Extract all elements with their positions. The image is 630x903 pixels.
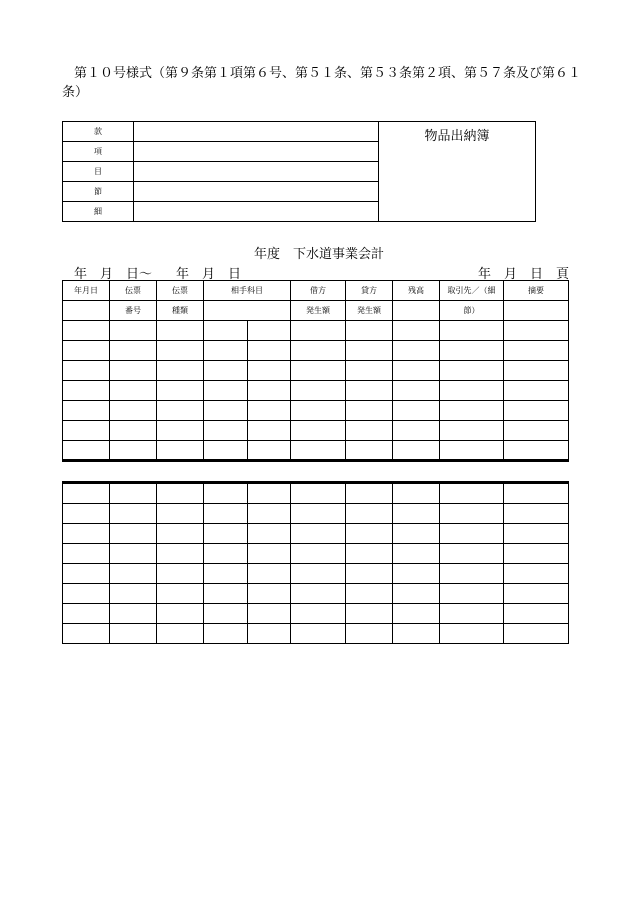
table-cell[interactable] [291,584,346,604]
table-cell[interactable] [504,524,569,544]
table-cell[interactable] [248,441,291,461]
col-debit-2: 発生額 [291,301,346,321]
table-cell[interactable] [440,421,504,441]
table-cell[interactable] [346,604,393,624]
table-cell[interactable] [393,584,440,604]
table-cell[interactable] [63,524,110,544]
page-date: 年 月 日 頁 [478,267,570,282]
table-cell[interactable] [346,421,393,441]
table-cell[interactable] [110,421,157,441]
table-cell[interactable] [346,483,393,504]
table-cell[interactable] [204,321,248,341]
table-cell[interactable] [204,441,248,461]
table-cell[interactable] [440,624,504,644]
table-cell[interactable] [504,564,569,584]
table-cell[interactable] [248,544,291,564]
table-cell[interactable] [346,564,393,584]
table-cell[interactable] [248,624,291,644]
table-cell[interactable] [248,584,291,604]
table-cell[interactable] [504,381,569,401]
table-cell[interactable] [393,564,440,584]
col-counter-account: 相手科目 [204,281,291,301]
table-cell[interactable] [504,604,569,624]
table-cell[interactable] [504,483,569,504]
fiscal-year-subtitle: 年度 下水道事業会計 [254,247,385,262]
table-cell[interactable] [440,361,504,381]
table-cell[interactable] [248,361,291,381]
col-slip-type-2: 種類 [157,301,204,321]
col-balance: 残高 [393,281,440,301]
table-cell[interactable] [248,604,291,624]
table-cell[interactable] [204,604,248,624]
table-cell[interactable] [291,604,346,624]
table-cell[interactable] [504,544,569,564]
table-cell[interactable] [204,564,248,584]
form-heading-line2: 条） [62,85,89,100]
col-partner-1: 取引先／（細 [440,281,504,301]
table-cell[interactable] [63,401,110,421]
table-cell[interactable] [110,361,157,381]
section-divider [62,459,569,462]
period-from: 年 月 日～ [74,267,153,282]
table-cell[interactable] [157,341,204,361]
label-sai: 細 [63,202,134,222]
table-cell[interactable] [248,421,291,441]
col-slip-no-1: 伝票 [110,281,157,301]
table-cell[interactable] [291,544,346,564]
table-cell[interactable] [110,504,157,524]
ledger-rows-bottom[interactable] [63,483,569,644]
table-row [63,381,569,401]
table-cell[interactable] [393,361,440,381]
table-cell[interactable] [63,624,110,644]
table-cell[interactable] [346,624,393,644]
table-cell[interactable] [63,441,110,461]
col-credit-2: 発生額 [346,301,393,321]
table-cell[interactable] [63,341,110,361]
table-cell[interactable] [346,381,393,401]
table-cell[interactable] [440,341,504,361]
table-cell[interactable] [157,604,204,624]
table-cell[interactable] [204,584,248,604]
table-cell[interactable] [157,564,204,584]
table-cell[interactable] [346,441,393,461]
table-cell[interactable] [504,441,569,461]
table-cell[interactable] [393,524,440,544]
table-row [63,524,569,544]
table-cell[interactable] [63,361,110,381]
table-cell[interactable] [157,401,204,421]
table-cell[interactable] [204,483,248,504]
table-cell[interactable] [440,441,504,461]
table-cell[interactable] [204,401,248,421]
ledger-rows-top[interactable] [63,321,569,461]
table-row [63,441,569,461]
table-cell[interactable] [110,624,157,644]
table-cell[interactable] [291,401,346,421]
table-cell[interactable] [63,321,110,341]
table-cell[interactable] [63,483,110,504]
table-cell[interactable] [393,624,440,644]
table-cell[interactable] [504,361,569,381]
table-cell[interactable] [63,421,110,441]
table-row [63,584,569,604]
table-cell[interactable] [248,381,291,401]
table-cell[interactable] [248,564,291,584]
table-cell[interactable] [346,584,393,604]
table-cell[interactable] [63,584,110,604]
table-cell[interactable] [110,564,157,584]
period-to: 年 月 日 [176,267,242,282]
field-kou[interactable] [134,142,379,162]
table-row [63,401,569,421]
table-cell[interactable] [291,564,346,584]
table-cell[interactable] [393,421,440,441]
field-setsu[interactable] [134,182,379,202]
table-cell[interactable] [504,504,569,524]
table-cell[interactable] [346,504,393,524]
table-cell[interactable] [440,381,504,401]
table-cell[interactable] [110,441,157,461]
table-cell[interactable] [393,381,440,401]
table-cell[interactable] [440,604,504,624]
table-cell[interactable] [346,524,393,544]
ledger-table-top [62,280,569,461]
table-cell[interactable] [291,341,346,361]
col-credit-1: 貸方 [346,281,393,301]
table-cell[interactable] [204,524,248,544]
table-cell[interactable] [63,564,110,584]
table-cell[interactable] [346,544,393,564]
table-row [63,321,569,341]
table-cell[interactable] [157,504,204,524]
col-slip-no-2: 番号 [110,301,157,321]
label-kan: 款 [63,122,134,142]
table-cell[interactable] [346,321,393,341]
table-cell[interactable] [440,401,504,421]
table-cell[interactable] [504,421,569,441]
table-cell[interactable] [440,584,504,604]
table-cell[interactable] [110,483,157,504]
classification-table [62,121,536,222]
table-cell[interactable] [393,441,440,461]
table-row [63,544,569,564]
label-kou: 項 [63,142,134,162]
table-cell[interactable] [248,321,291,341]
table-cell[interactable] [110,584,157,604]
table-cell[interactable] [204,381,248,401]
table-cell[interactable] [504,624,569,644]
col-partner-2: 節） [440,301,504,321]
table-cell[interactable] [157,624,204,644]
table-cell[interactable] [291,321,346,341]
ledger-table-bottom [62,481,569,644]
table-cell[interactable] [504,584,569,604]
table-row [63,624,569,644]
table-cell[interactable] [63,504,110,524]
table-cell[interactable] [248,401,291,421]
table-cell[interactable] [204,421,248,441]
form-heading [62,64,582,102]
table-cell[interactable] [291,381,346,401]
table-cell[interactable] [110,524,157,544]
table-cell[interactable] [63,544,110,564]
table-cell[interactable] [204,624,248,644]
table-cell[interactable] [157,361,204,381]
table-cell[interactable] [248,341,291,361]
field-moku[interactable] [134,162,379,182]
table-cell[interactable] [291,483,346,504]
table-cell[interactable] [110,381,157,401]
table-row [63,421,569,441]
table-cell[interactable] [110,604,157,624]
table-cell[interactable] [393,341,440,361]
table-cell[interactable] [504,341,569,361]
table-cell[interactable] [63,381,110,401]
col-debit-1: 借方 [291,281,346,301]
table-cell[interactable] [440,564,504,584]
table-cell[interactable] [110,341,157,361]
table-cell[interactable] [393,401,440,421]
table-cell[interactable] [110,321,157,341]
table-cell[interactable] [157,321,204,341]
table-cell[interactable] [346,341,393,361]
table-cell[interactable] [291,624,346,644]
table-cell[interactable] [248,483,291,504]
table-cell[interactable] [393,504,440,524]
table-cell[interactable] [157,421,204,441]
table-row [63,564,569,584]
table-cell[interactable] [248,504,291,524]
table-cell[interactable] [110,401,157,421]
table-cell[interactable] [157,483,204,504]
col-remarks: 摘要 [504,281,569,301]
table-cell[interactable] [157,441,204,461]
table-cell[interactable] [157,584,204,604]
table-cell[interactable] [110,544,157,564]
table-cell[interactable] [204,361,248,381]
table-row [63,483,569,504]
table-row [63,604,569,624]
table-cell[interactable] [291,524,346,544]
table-cell[interactable] [248,524,291,544]
table-cell[interactable] [157,381,204,401]
label-setsu: 節 [63,182,134,202]
table-row [63,341,569,361]
table-cell[interactable] [204,544,248,564]
table-cell[interactable] [204,341,248,361]
table-cell[interactable] [291,361,346,381]
table-cell[interactable] [393,544,440,564]
table-cell[interactable] [204,504,248,524]
table-cell[interactable] [346,361,393,381]
table-cell[interactable] [346,401,393,421]
table-cell[interactable] [440,504,504,524]
table-cell[interactable] [504,321,569,341]
col-date: 年月日 [63,281,110,301]
col-slip-type-1: 伝票 [157,281,204,301]
table-row [63,504,569,524]
table-cell[interactable] [504,401,569,421]
table-cell[interactable] [393,483,440,504]
table-cell[interactable] [440,544,504,564]
table-cell[interactable] [291,421,346,441]
table-cell[interactable] [440,483,504,504]
ledger-title: 物品出納簿 [379,122,536,222]
table-cell[interactable] [440,321,504,341]
field-sai[interactable] [134,202,379,222]
form-heading-line1: 第１０号様式（第９条第１項第６号、第５１条、第５３条第２項、第５７条及び第６１ [74,66,582,81]
table-cell[interactable] [440,524,504,544]
label-moku: 目 [63,162,134,182]
table-cell[interactable] [393,321,440,341]
table-cell[interactable] [291,504,346,524]
table-cell[interactable] [63,604,110,624]
table-cell[interactable] [393,604,440,624]
table-row [63,361,569,381]
field-kan[interactable] [134,122,379,142]
table-cell[interactable] [157,544,204,564]
table-cell[interactable] [291,441,346,461]
table-cell[interactable] [157,524,204,544]
